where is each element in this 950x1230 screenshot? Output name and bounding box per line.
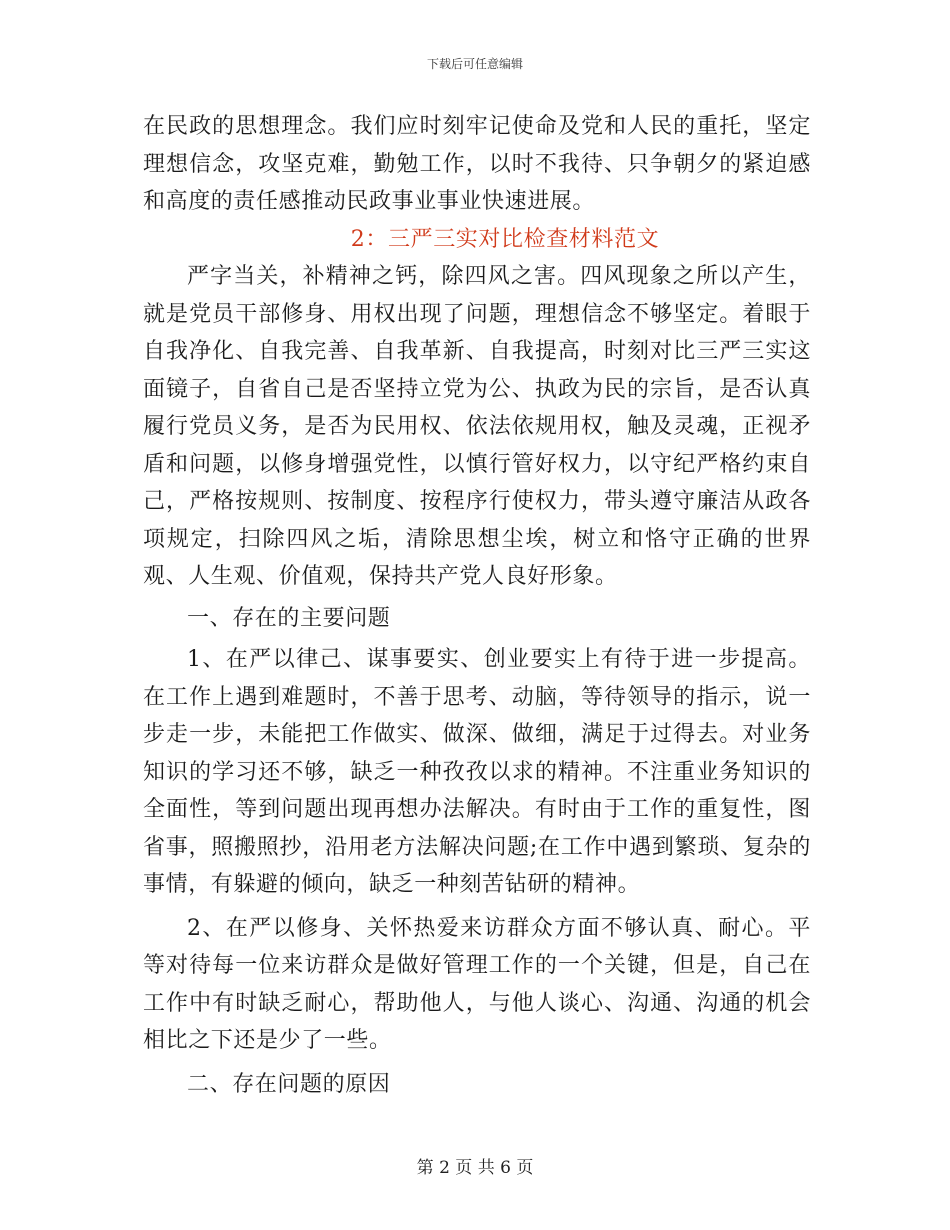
heading-main-problems: 一、存在的主要问题 <box>187 605 391 631</box>
heading-problem-causes: 二、存在问题的原因 <box>187 1071 391 1097</box>
page-header: 下载后可任意编辑 <box>426 57 523 71</box>
paragraph-intro-continuation: 在民政的思想理念。我们应时刻牢记使命及党和人民的重托，坚定理想信念，攻坚克难，勤勉工作，以时不我待、只争朝夕的紧迫感和高度的责任感推动民政事业事业快速进展。 <box>143 114 811 214</box>
section-title: 2：三严三实对比检查材料范文 <box>350 226 660 252</box>
page-footer: 第 2 页 共 6 页 <box>416 1158 534 1178</box>
paragraph-problem-1: 1、在严以律己、谋事要实、创业要实上有待于进一步提高。在工作上遇到难题时，不善于思考、动脑，等待领导的指示，说一步走一步，未能把工作做实、做深、做细，满足于过得去。对业务知识的学习还不够，缺乏一种孜孜以求的精神。不注重业务知识的全面性，等到问题出现再想办法解决。有时由于工作的重复性，图省事，照搬照抄，沿用老方法解决问题;在工作中遇到繁琐、复杂的事情，有躲避的倾向，缺乏一种刻苦钻研的精神。 <box>143 647 811 897</box>
paragraph-problem-2: 2、在严以修身、关怀热爱来访群众方面不够认真、耐心。平等对待每一位来访群众是做好管理工作的一个关键，但是，自己在工作中有时缺乏耐心，帮助他人，与他人谈心、沟通、沟通的机会相比之下还是少了一些。 <box>143 915 811 1053</box>
paragraph-main: 严字当关，补精神之钙，除四风之害。四风现象之所以产生，就是党员干部修身、用权出现了问题，理想信念不够坚定。着眼于自我净化、自我完善、自我革新、自我提高，时刻对比三严三实这面镜子，自省自己是否坚持立党为公、执政为民的宗旨，是否认真履行党员义务，是否为民用权、依法依规用权，触及灵魂，正视矛盾和问题，以修身增强党性，以慎行管好权力，以守纪严格约束自己，严格按规则、按制度、按程序行使权力，带头遵守廉洁从政各项规定，扫除四风之垢，清除思想尘埃，树立和恪守正确的世界观、人生观、价值观，保持共产党人良好形象。 <box>143 264 811 589</box>
document-body <box>143 108 811 1103</box>
